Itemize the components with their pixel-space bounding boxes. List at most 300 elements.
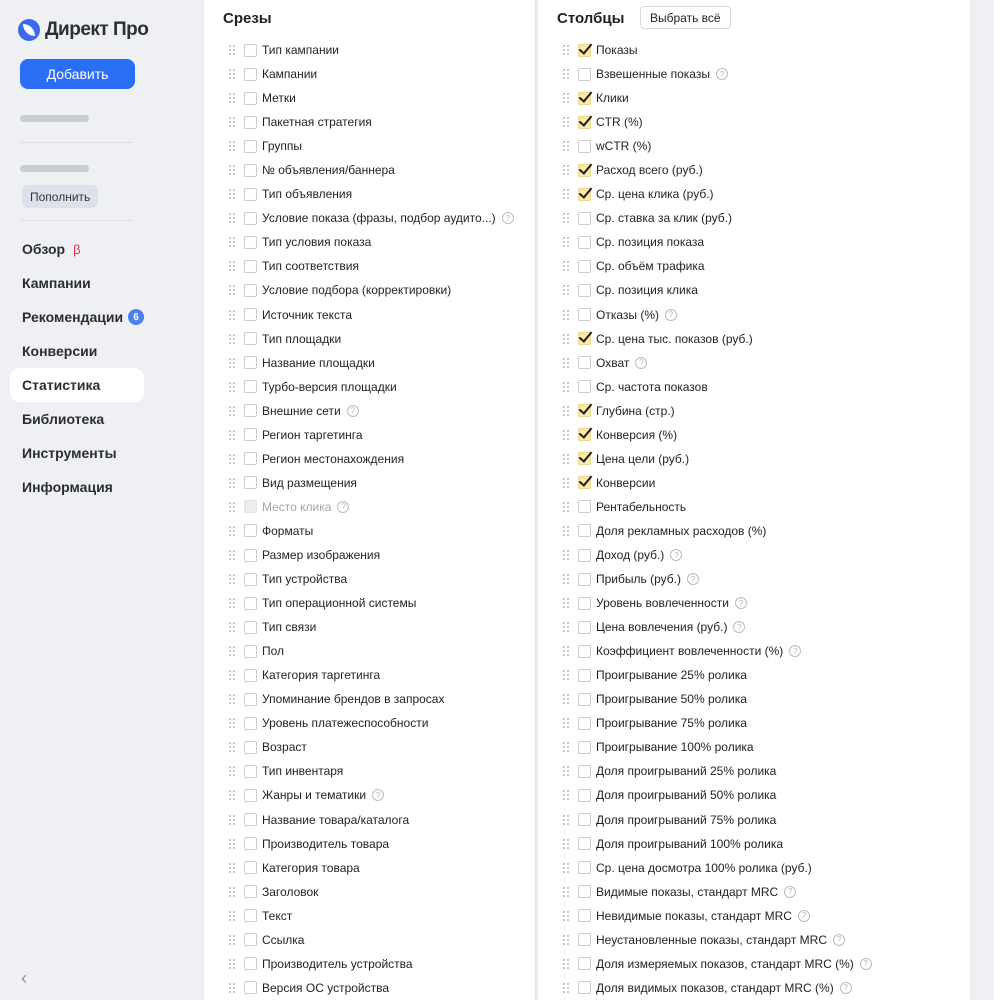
drag-handle-icon[interactable] (562, 741, 570, 753)
drag-handle-icon[interactable] (562, 717, 570, 729)
column-row (562, 663, 872, 687)
row-label: Жанры и тематики (262, 788, 367, 803)
column-row (562, 254, 872, 278)
slice-row (228, 110, 514, 134)
drag-handle-icon[interactable] (228, 453, 236, 465)
drag-handle-icon[interactable] (228, 597, 236, 609)
drag-handle-icon[interactable] (562, 838, 570, 850)
checkbox[interactable] (244, 212, 257, 225)
drag-handle-icon[interactable] (562, 814, 570, 826)
column-row (562, 615, 872, 639)
sidebar-item-label: Библиотека (22, 411, 105, 427)
drag-handle-icon[interactable] (228, 741, 236, 753)
drag-handle-icon[interactable] (562, 501, 570, 513)
drag-handle-icon[interactable] (562, 645, 570, 657)
help-icon[interactable]: ? (502, 212, 514, 224)
row-label: Ср. цена клика (руб.) (596, 187, 714, 202)
help-icon[interactable]: ? (735, 597, 747, 609)
help-icon[interactable]: ? (860, 958, 872, 970)
checkbox[interactable] (244, 645, 257, 658)
drag-handle-icon[interactable] (562, 68, 570, 80)
row-label: Заголовок (262, 884, 319, 899)
checkbox[interactable] (244, 452, 257, 465)
drag-handle-icon[interactable] (228, 188, 236, 200)
count-badge: 6 (128, 309, 144, 325)
drag-handle-icon[interactable] (228, 958, 236, 970)
checkbox[interactable] (578, 452, 591, 465)
row-label: Тип площадки (262, 331, 342, 346)
drag-handle-icon[interactable] (562, 309, 570, 321)
column-row (562, 495, 872, 519)
column-row (562, 327, 872, 351)
drag-handle-icon[interactable] (562, 453, 570, 465)
drag-handle-icon[interactable] (228, 381, 236, 393)
row-label: Доля проигрываний 50% ролика (596, 788, 777, 803)
column-row (562, 976, 872, 1000)
row-label: Тип инвентаря (262, 764, 344, 779)
sidebar-item[interactable] (10, 470, 144, 504)
checkbox[interactable] (578, 861, 591, 874)
columns-list (562, 38, 872, 1000)
drag-handle-icon[interactable] (228, 886, 236, 898)
checkbox[interactable] (244, 428, 257, 441)
drag-handle-icon[interactable] (228, 765, 236, 777)
slice-row (228, 158, 514, 182)
row-label: Регион местонахождения (262, 451, 405, 466)
checkbox[interactable] (244, 573, 257, 586)
column-row (562, 423, 872, 447)
help-icon[interactable]: ? (798, 910, 810, 922)
checkbox[interactable] (244, 789, 257, 802)
column-row (562, 783, 872, 807)
checkbox[interactable] (578, 789, 591, 802)
checkbox[interactable] (244, 524, 257, 537)
sidebar-item[interactable] (10, 232, 144, 266)
checkbox[interactable] (578, 933, 591, 946)
drag-handle-icon[interactable] (562, 621, 570, 633)
topup-button[interactable]: Пополнить (22, 185, 98, 208)
column-row (562, 711, 872, 735)
drag-handle-icon[interactable] (562, 429, 570, 441)
help-icon[interactable]: ? (347, 405, 359, 417)
drag-handle-icon[interactable] (562, 44, 570, 56)
row-label: Клики (596, 91, 629, 106)
sidebar-item[interactable] (10, 436, 144, 470)
drag-handle-icon[interactable] (228, 501, 236, 513)
drag-handle-icon[interactable] (562, 910, 570, 922)
collapse-sidebar-icon[interactable]: ‹ (21, 968, 27, 988)
column-row (562, 567, 872, 591)
drag-handle-icon[interactable] (228, 934, 236, 946)
sidebar (0, 0, 156, 1000)
help-icon[interactable]: ? (687, 573, 699, 585)
drag-handle-icon[interactable] (228, 982, 236, 994)
column-row (562, 110, 872, 134)
checkbox[interactable] (578, 44, 591, 57)
checkbox[interactable] (578, 92, 591, 105)
column-row (562, 62, 872, 86)
drag-handle-icon[interactable] (228, 164, 236, 176)
help-icon[interactable]: ? (833, 934, 845, 946)
help-icon[interactable]: ? (670, 549, 682, 561)
slice-row (228, 615, 514, 639)
add-button[interactable]: Добавить (20, 59, 135, 89)
drag-handle-icon[interactable] (228, 693, 236, 705)
drag-handle-icon[interactable] (228, 309, 236, 321)
drag-handle-icon[interactable] (228, 789, 236, 801)
column-row (562, 832, 872, 856)
column-row (562, 928, 872, 952)
drag-handle-icon[interactable] (228, 236, 236, 248)
slice-row (228, 856, 514, 880)
checkbox[interactable] (578, 645, 591, 658)
checkbox[interactable] (244, 549, 257, 562)
slice-row (228, 639, 514, 663)
drag-handle-icon[interactable] (228, 717, 236, 729)
help-icon[interactable]: ? (372, 789, 384, 801)
drag-handle-icon[interactable] (228, 645, 236, 657)
checkbox[interactable] (578, 140, 591, 153)
checkbox[interactable] (244, 837, 257, 850)
checkbox[interactable] (244, 621, 257, 634)
checkbox[interactable] (244, 164, 257, 177)
checkbox[interactable] (244, 476, 257, 489)
drag-handle-icon[interactable] (228, 525, 236, 537)
row-label: Проигрывание 50% ролика (596, 692, 747, 707)
checkbox[interactable] (244, 933, 257, 946)
help-icon[interactable]: ? (635, 357, 647, 369)
drag-handle-icon[interactable] (562, 164, 570, 176)
slice-row (228, 351, 514, 375)
drag-handle-icon[interactable] (562, 765, 570, 777)
checkbox[interactable] (244, 332, 257, 345)
drag-handle-icon[interactable] (562, 116, 570, 128)
drag-handle-icon[interactable] (228, 621, 236, 633)
drag-handle-icon[interactable] (562, 140, 570, 152)
row-label: Версия ОС устройства (262, 980, 390, 995)
help-icon[interactable]: ? (840, 982, 852, 994)
row-label: Метки (262, 91, 296, 106)
column-row (562, 158, 872, 182)
row-label: wCTR (%) (596, 139, 652, 154)
drag-handle-icon[interactable] (562, 597, 570, 609)
sidebar-item[interactable] (10, 334, 144, 368)
drag-handle-icon[interactable] (228, 477, 236, 489)
drag-handle-icon[interactable] (562, 212, 570, 224)
drag-handle-icon[interactable] (228, 573, 236, 585)
row-label: Категория таргетинга (262, 668, 381, 683)
drag-handle-icon[interactable] (228, 669, 236, 681)
drag-handle-icon[interactable] (228, 260, 236, 272)
drag-handle-icon[interactable] (562, 573, 570, 585)
drag-handle-icon[interactable] (228, 429, 236, 441)
checkbox[interactable] (578, 260, 591, 273)
checkbox[interactable] (244, 380, 257, 393)
row-label: Место клика (262, 499, 332, 514)
row-label: CTR (%) (596, 115, 643, 130)
row-label: Форматы (262, 523, 314, 538)
drag-handle-icon[interactable] (562, 357, 570, 369)
checkbox[interactable] (244, 597, 257, 610)
slices-list (228, 38, 514, 1000)
drag-handle-icon[interactable] (228, 814, 236, 826)
column-row (562, 38, 872, 62)
checkbox[interactable] (578, 909, 591, 922)
row-label: Цена цели (руб.) (596, 451, 690, 466)
drag-handle-icon[interactable] (228, 405, 236, 417)
slice-row (228, 759, 514, 783)
sidebar-nav (10, 232, 144, 504)
column-row (562, 471, 872, 495)
column-row (562, 278, 872, 302)
slices-title: Срезы (223, 10, 272, 27)
slice-row (228, 38, 514, 62)
slice-row (228, 735, 514, 759)
row-label: Название площадки (262, 355, 375, 370)
row-label: Доля видимых показов, стандарт MRC (%) (596, 980, 834, 995)
column-row (562, 639, 872, 663)
direct-logo-icon (18, 19, 40, 41)
checkbox[interactable] (578, 765, 591, 778)
help-icon[interactable]: ? (337, 501, 349, 513)
sidebar-item-label: Кампании (22, 275, 91, 291)
slice-row (228, 230, 514, 254)
drag-handle-icon[interactable] (228, 44, 236, 56)
checkbox[interactable] (244, 765, 257, 778)
sidebar-item[interactable] (10, 368, 144, 402)
drag-handle-icon[interactable] (562, 886, 570, 898)
sidebar-item[interactable] (10, 300, 144, 334)
row-label: Источник текста (262, 307, 353, 322)
checkbox[interactable] (578, 476, 591, 489)
row-label: Доход (руб.) (596, 548, 665, 562)
checkbox[interactable] (244, 140, 257, 153)
checkbox[interactable] (578, 356, 591, 369)
checkbox[interactable] (578, 380, 591, 393)
checkbox[interactable] (244, 260, 257, 273)
column-row (562, 759, 872, 783)
slice-row (228, 880, 514, 904)
checkbox[interactable] (578, 621, 591, 634)
checkbox[interactable] (244, 717, 257, 730)
drag-handle-icon[interactable] (562, 525, 570, 537)
slice-row (228, 206, 514, 230)
checkbox[interactable] (578, 284, 591, 297)
drag-handle-icon[interactable] (228, 140, 236, 152)
help-icon[interactable]: ? (784, 886, 796, 898)
row-label: Конверсии (596, 475, 656, 490)
checkbox[interactable] (578, 837, 591, 850)
checkbox[interactable] (578, 428, 591, 441)
checkbox[interactable] (244, 909, 257, 922)
drag-handle-icon[interactable] (562, 260, 570, 272)
slice-row (228, 928, 514, 952)
checkbox[interactable] (244, 284, 257, 297)
slice-row (228, 952, 514, 976)
checkbox[interactable] (578, 741, 591, 754)
sidebar-item-label: Рекомендации (22, 309, 124, 325)
checkbox[interactable] (578, 236, 591, 249)
slice-row (228, 591, 514, 615)
drag-handle-icon[interactable] (228, 116, 236, 128)
row-label: Уровень платежеспособности (262, 716, 429, 731)
checkbox[interactable] (244, 68, 257, 81)
checkbox[interactable] (244, 957, 257, 970)
row-label: Ср. позиция показа (596, 235, 705, 250)
checkbox[interactable] (578, 116, 591, 129)
drag-handle-icon[interactable] (562, 477, 570, 489)
slice-row (228, 278, 514, 302)
checkbox[interactable] (244, 356, 257, 369)
drag-handle-icon[interactable] (228, 284, 236, 296)
checkbox[interactable] (244, 981, 257, 994)
checkbox[interactable] (244, 861, 257, 874)
checkbox[interactable] (578, 957, 591, 970)
sidebar-item-label: Конверсии (22, 343, 98, 359)
drag-handle-icon[interactable] (228, 549, 236, 561)
checkbox[interactable] (578, 597, 591, 610)
row-label: Цена вовлечения (руб.) (596, 620, 728, 635)
checkbox[interactable] (578, 500, 591, 513)
checkbox[interactable] (578, 524, 591, 537)
checkbox[interactable] (244, 885, 257, 898)
row-label: Доля измеряемых показов, стандарт MRC (%) (596, 956, 854, 971)
help-icon[interactable]: ? (716, 68, 728, 80)
row-label: Ср. объём трафика (596, 259, 705, 274)
row-label: Категория товара (262, 860, 360, 875)
checkbox[interactable] (578, 332, 591, 345)
column-row (562, 447, 872, 471)
slice-row (228, 495, 514, 519)
drag-handle-icon[interactable] (228, 333, 236, 345)
slice-row (228, 86, 514, 110)
drag-handle-icon[interactable] (228, 68, 236, 80)
row-label: Охват (596, 355, 630, 370)
row-label: Доля проигрываний 75% ролика (596, 812, 777, 827)
drag-handle-icon[interactable] (562, 284, 570, 296)
sidebar-item[interactable] (10, 266, 144, 300)
checkbox[interactable] (244, 308, 257, 321)
drag-handle-icon[interactable] (562, 381, 570, 393)
sidebar-item[interactable] (10, 402, 144, 436)
checkbox[interactable] (578, 885, 591, 898)
checkbox[interactable] (244, 669, 257, 682)
checkbox[interactable] (244, 404, 257, 417)
checkbox[interactable] (244, 236, 257, 249)
checkbox[interactable] (578, 717, 591, 730)
checkbox[interactable] (578, 188, 591, 201)
logo-text: Директ Про (45, 19, 149, 40)
help-icon[interactable]: ? (733, 621, 745, 633)
help-icon[interactable]: ? (789, 645, 801, 657)
checkbox[interactable] (244, 44, 257, 57)
row-label: Регион таргетинга (262, 427, 363, 442)
slice-row (228, 663, 514, 687)
drag-handle-icon[interactable] (228, 910, 236, 922)
row-label: Ср. цена тыс. показов (руб.) (596, 331, 753, 346)
drag-handle-icon[interactable] (562, 862, 570, 874)
drag-handle-icon[interactable] (562, 405, 570, 417)
column-row (562, 206, 872, 230)
drag-handle-icon[interactable] (562, 958, 570, 970)
checkbox[interactable] (578, 164, 591, 177)
column-row (562, 808, 872, 832)
row-label: Тип соответствия (262, 259, 360, 274)
checkbox[interactable] (244, 693, 257, 706)
logo[interactable] (18, 19, 148, 41)
row-label: Тип устройства (262, 572, 348, 587)
drag-handle-icon[interactable] (562, 188, 570, 200)
drag-handle-icon[interactable] (228, 357, 236, 369)
checkbox[interactable] (244, 813, 257, 826)
checkbox[interactable] (578, 669, 591, 682)
help-icon[interactable]: ? (665, 309, 677, 321)
slice-row (228, 182, 514, 206)
column-row (562, 134, 872, 158)
drag-handle-icon[interactable] (562, 693, 570, 705)
row-label: Тип условия показа (262, 235, 372, 250)
checkbox[interactable] (578, 68, 591, 81)
column-row (562, 230, 872, 254)
checkbox[interactable] (244, 188, 257, 201)
row-label: Проигрывание 75% ролика (596, 716, 747, 731)
drag-handle-icon[interactable] (562, 934, 570, 946)
column-row (562, 182, 872, 206)
drag-handle-icon[interactable] (562, 789, 570, 801)
row-label: Невидимые показы, стандарт MRC (596, 908, 792, 923)
checkbox[interactable] (578, 549, 591, 562)
slice-row (228, 423, 514, 447)
row-label: Вид размещения (262, 475, 357, 490)
drag-handle-icon[interactable] (228, 212, 236, 224)
row-label: Ср. позиция клика (596, 283, 698, 298)
checkbox[interactable] (578, 212, 591, 225)
slice-row (228, 687, 514, 711)
row-label: Рентабельность (596, 499, 687, 514)
checkbox[interactable] (244, 92, 257, 105)
checkbox[interactable] (244, 741, 257, 754)
slice-row (228, 543, 514, 567)
checkbox[interactable] (578, 404, 591, 417)
drag-handle-icon[interactable] (228, 92, 236, 104)
drag-handle-icon[interactable] (228, 838, 236, 850)
checkbox[interactable] (578, 308, 591, 321)
drag-handle-icon[interactable] (562, 92, 570, 104)
drag-handle-icon[interactable] (228, 862, 236, 874)
slice-row (228, 976, 514, 1000)
column-row (562, 687, 872, 711)
row-label: Видимые показы, стандарт MRC (596, 884, 779, 899)
row-label: Доля проигрываний 25% ролика (596, 764, 777, 779)
row-label: № объявления/баннера (262, 163, 395, 178)
select-all-button[interactable]: Выбрать всё (640, 6, 731, 29)
checkbox[interactable] (578, 981, 591, 994)
drag-handle-icon[interactable] (562, 982, 570, 994)
drag-handle-icon[interactable] (562, 549, 570, 561)
drag-handle-icon[interactable] (562, 669, 570, 681)
slice-row (228, 904, 514, 928)
row-label: Доля рекламных расходов (%) (596, 523, 767, 538)
drag-handle-icon[interactable] (562, 236, 570, 248)
checkbox[interactable] (578, 813, 591, 826)
checkbox[interactable] (578, 573, 591, 586)
checkbox[interactable] (578, 693, 591, 706)
row-label: Ср. частота показов (596, 379, 708, 394)
row-label: Возраст (262, 740, 307, 755)
drag-handle-icon[interactable] (562, 333, 570, 345)
checkbox[interactable] (244, 116, 257, 129)
row-label: Тип объявления (262, 187, 353, 202)
